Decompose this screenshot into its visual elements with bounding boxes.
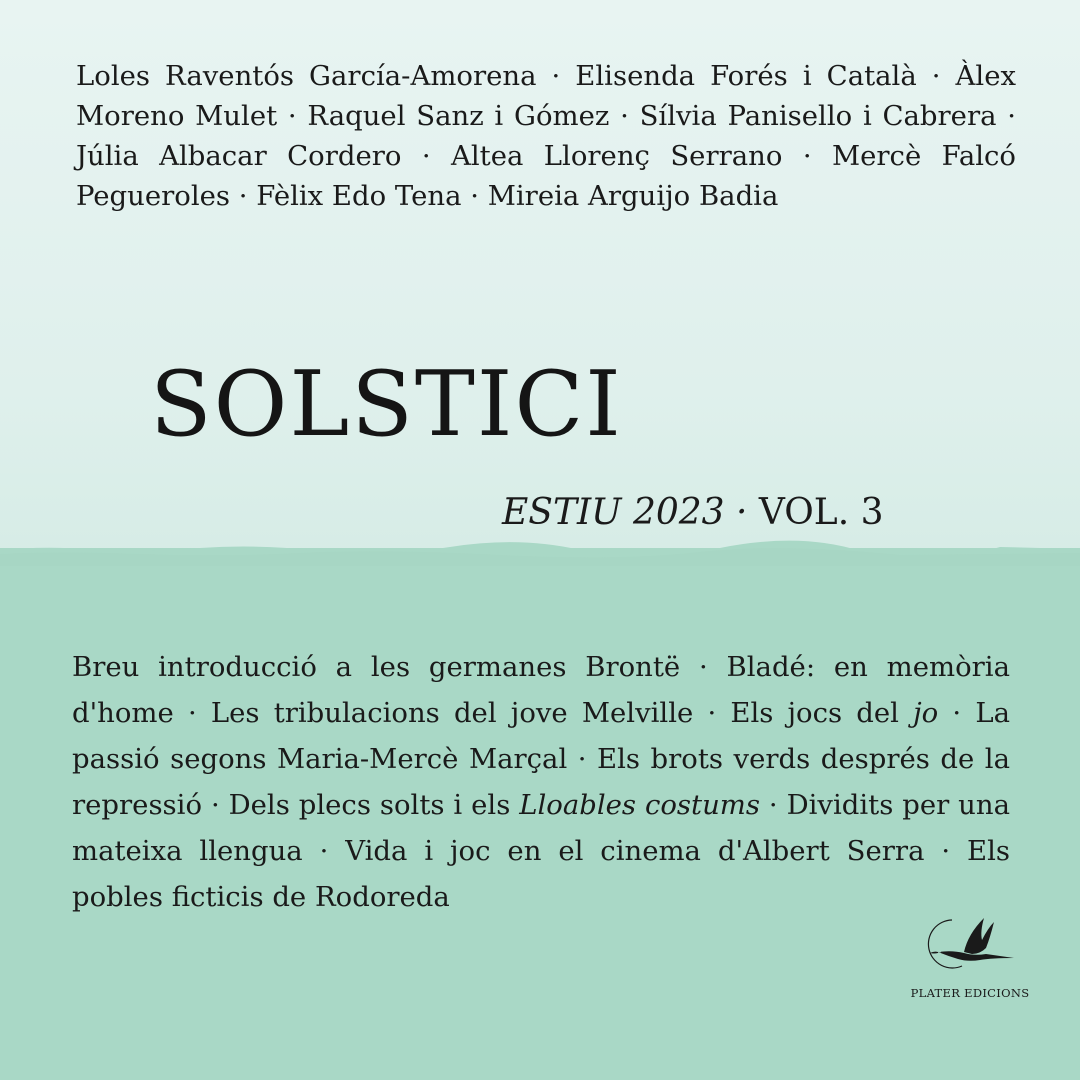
bird-logo-icon — [922, 912, 1018, 972]
publisher-logo — [900, 912, 1040, 1000]
edition-subtitle — [502, 492, 883, 533]
articles-italic-2: Lloables costums — [519, 789, 760, 821]
authors-list: Loles Raventós García-Amorena · Elisenda Forés i Català · Àlex Moreno Mulet · Raquel Sanz i Gómez · Sílvia Panisello i Cabrera · Júlia Albacar Cordero · Altea Llorenç Serrano · Mercè Falcó Pegueroles · Fèlix Edo Tena · Mireia Arguijo Badia — [76, 60, 1016, 212]
brush-stroke-edge — [0, 536, 1080, 566]
articles-list — [72, 644, 1010, 920]
publisher-name: PLATER EDICIONS — [910, 986, 1030, 1000]
season-year: ESTIU 2023 · — [502, 492, 759, 533]
articles-part-2: · La passió segons Maria-Mercè Marçal · Els brots verds després de la repressió · Dels plecs solts i els — [72, 697, 1010, 821]
articles-part-3: · Dividits per una mateixa llengua · Vida i joc en el cinema d'Albert Serra · Els pobles ficticis de Rodoreda — [72, 789, 1010, 913]
book-title: SOLSTICI — [150, 352, 623, 457]
articles-part-1: Breu introducció a les germanes Brontë · Bladé: en memòria d'home · Les tribulacions del jove Melville · Els jocs del — [72, 651, 1010, 729]
volume-number: VOL. 3 — [758, 492, 884, 533]
articles-italic-1: jo — [913, 697, 939, 729]
